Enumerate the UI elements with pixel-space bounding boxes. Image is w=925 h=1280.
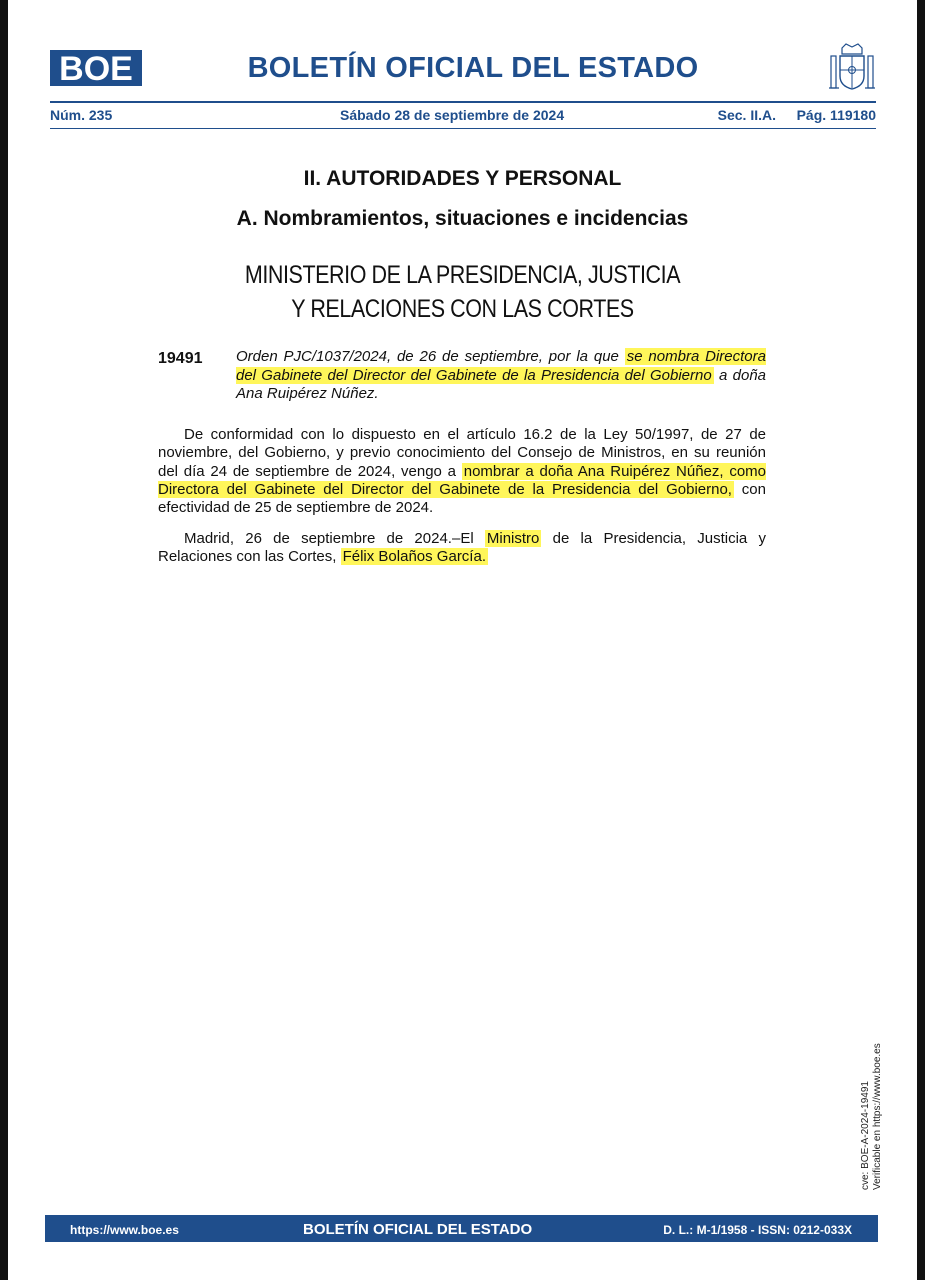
section-heading: II. AUTORIDADES Y PERSONAL: [303, 167, 622, 190]
signature-text: Madrid, 26 de septiembre de 2024.–El: [184, 530, 485, 547]
boe-logo-lettering: BOE: [59, 50, 133, 86]
header-title: BOLETÍN OFICIAL DEL ESTADO: [247, 52, 699, 84]
document-page: [8, 0, 917, 1280]
boe-logo: [50, 50, 142, 86]
summary-text-end: a doña Ana Ruipérez Núñez.: [236, 366, 766, 402]
summary-highlight: se nombra Directora del Gabinete del Director del Gabinete de la Presidencia del Gobierno: [236, 348, 766, 384]
footer-bar: [45, 1215, 878, 1242]
order-summary: [236, 348, 766, 404]
body-paragraph-1: [158, 426, 766, 517]
cve-code: cve: BOE-A-2024-19491: [860, 1081, 871, 1190]
footer-legal: D. L.: M-1/1958 - ISSN: 0212-033X: [663, 1223, 852, 1237]
summary-text: Orden PJC/1037/2024, de 26 de septiembre, por la que: [236, 348, 625, 365]
verify-url[interactable]: Verificable en https://www.boe.es: [872, 1043, 883, 1190]
ministry-heading-line1: MINISTERIO DE LA PRESIDENCIA, JUSTICIA: [244, 261, 681, 289]
header-rule-bottom: [50, 128, 876, 129]
subsection-heading: A. Nombramientos, situaciones e incidencias: [236, 207, 689, 230]
order-number: 19491: [158, 350, 203, 367]
body-paragraph-signature: [158, 530, 766, 567]
section-label: Sec. II.A.: [717, 107, 776, 123]
paragraph-text: De conformidad con lo dispuesto en el artículo 16.2 de la Ley 50/1997, de 27 de noviembre, del Gobierno, y previo conocimiento del Consejo de Ministros, en su reunión del día 24 de septiembre de 2024, vengo a: [158, 426, 766, 480]
footer-title: BOLETÍN OFICIAL DEL ESTADO: [303, 1221, 533, 1238]
minister-highlight: Ministro: [486, 530, 540, 547]
issue-number: Núm. 235: [50, 107, 113, 123]
issue-date: Sábado 28 de septiembre de 2024: [340, 107, 565, 123]
signature-text-mid: de la Presidencia, Justicia y Relaciones con las Cortes,: [158, 530, 766, 566]
signer-highlight: Félix Bolaños García.: [342, 548, 486, 566]
verification-sidebar: [860, 1030, 890, 1190]
paragraph-highlight: nombrar a doña Ana Ruipérez Núñez, como Directora del Gabinete del Director del Gabinete de la Presidencia del Gobierno,: [158, 462, 766, 498]
footer-url[interactable]: https://www.boe.es: [70, 1223, 179, 1237]
ministry-heading-line2: Y RELACIONES CON LAS CORTES: [291, 295, 634, 323]
page-number: Pág. 119180: [796, 107, 876, 123]
header-meta: [50, 107, 876, 127]
coat-of-arms-icon: [828, 42, 876, 92]
paragraph-text-end: con efectividad de 25 de septiembre de 2024.: [158, 480, 766, 517]
header-rule: [50, 101, 876, 103]
